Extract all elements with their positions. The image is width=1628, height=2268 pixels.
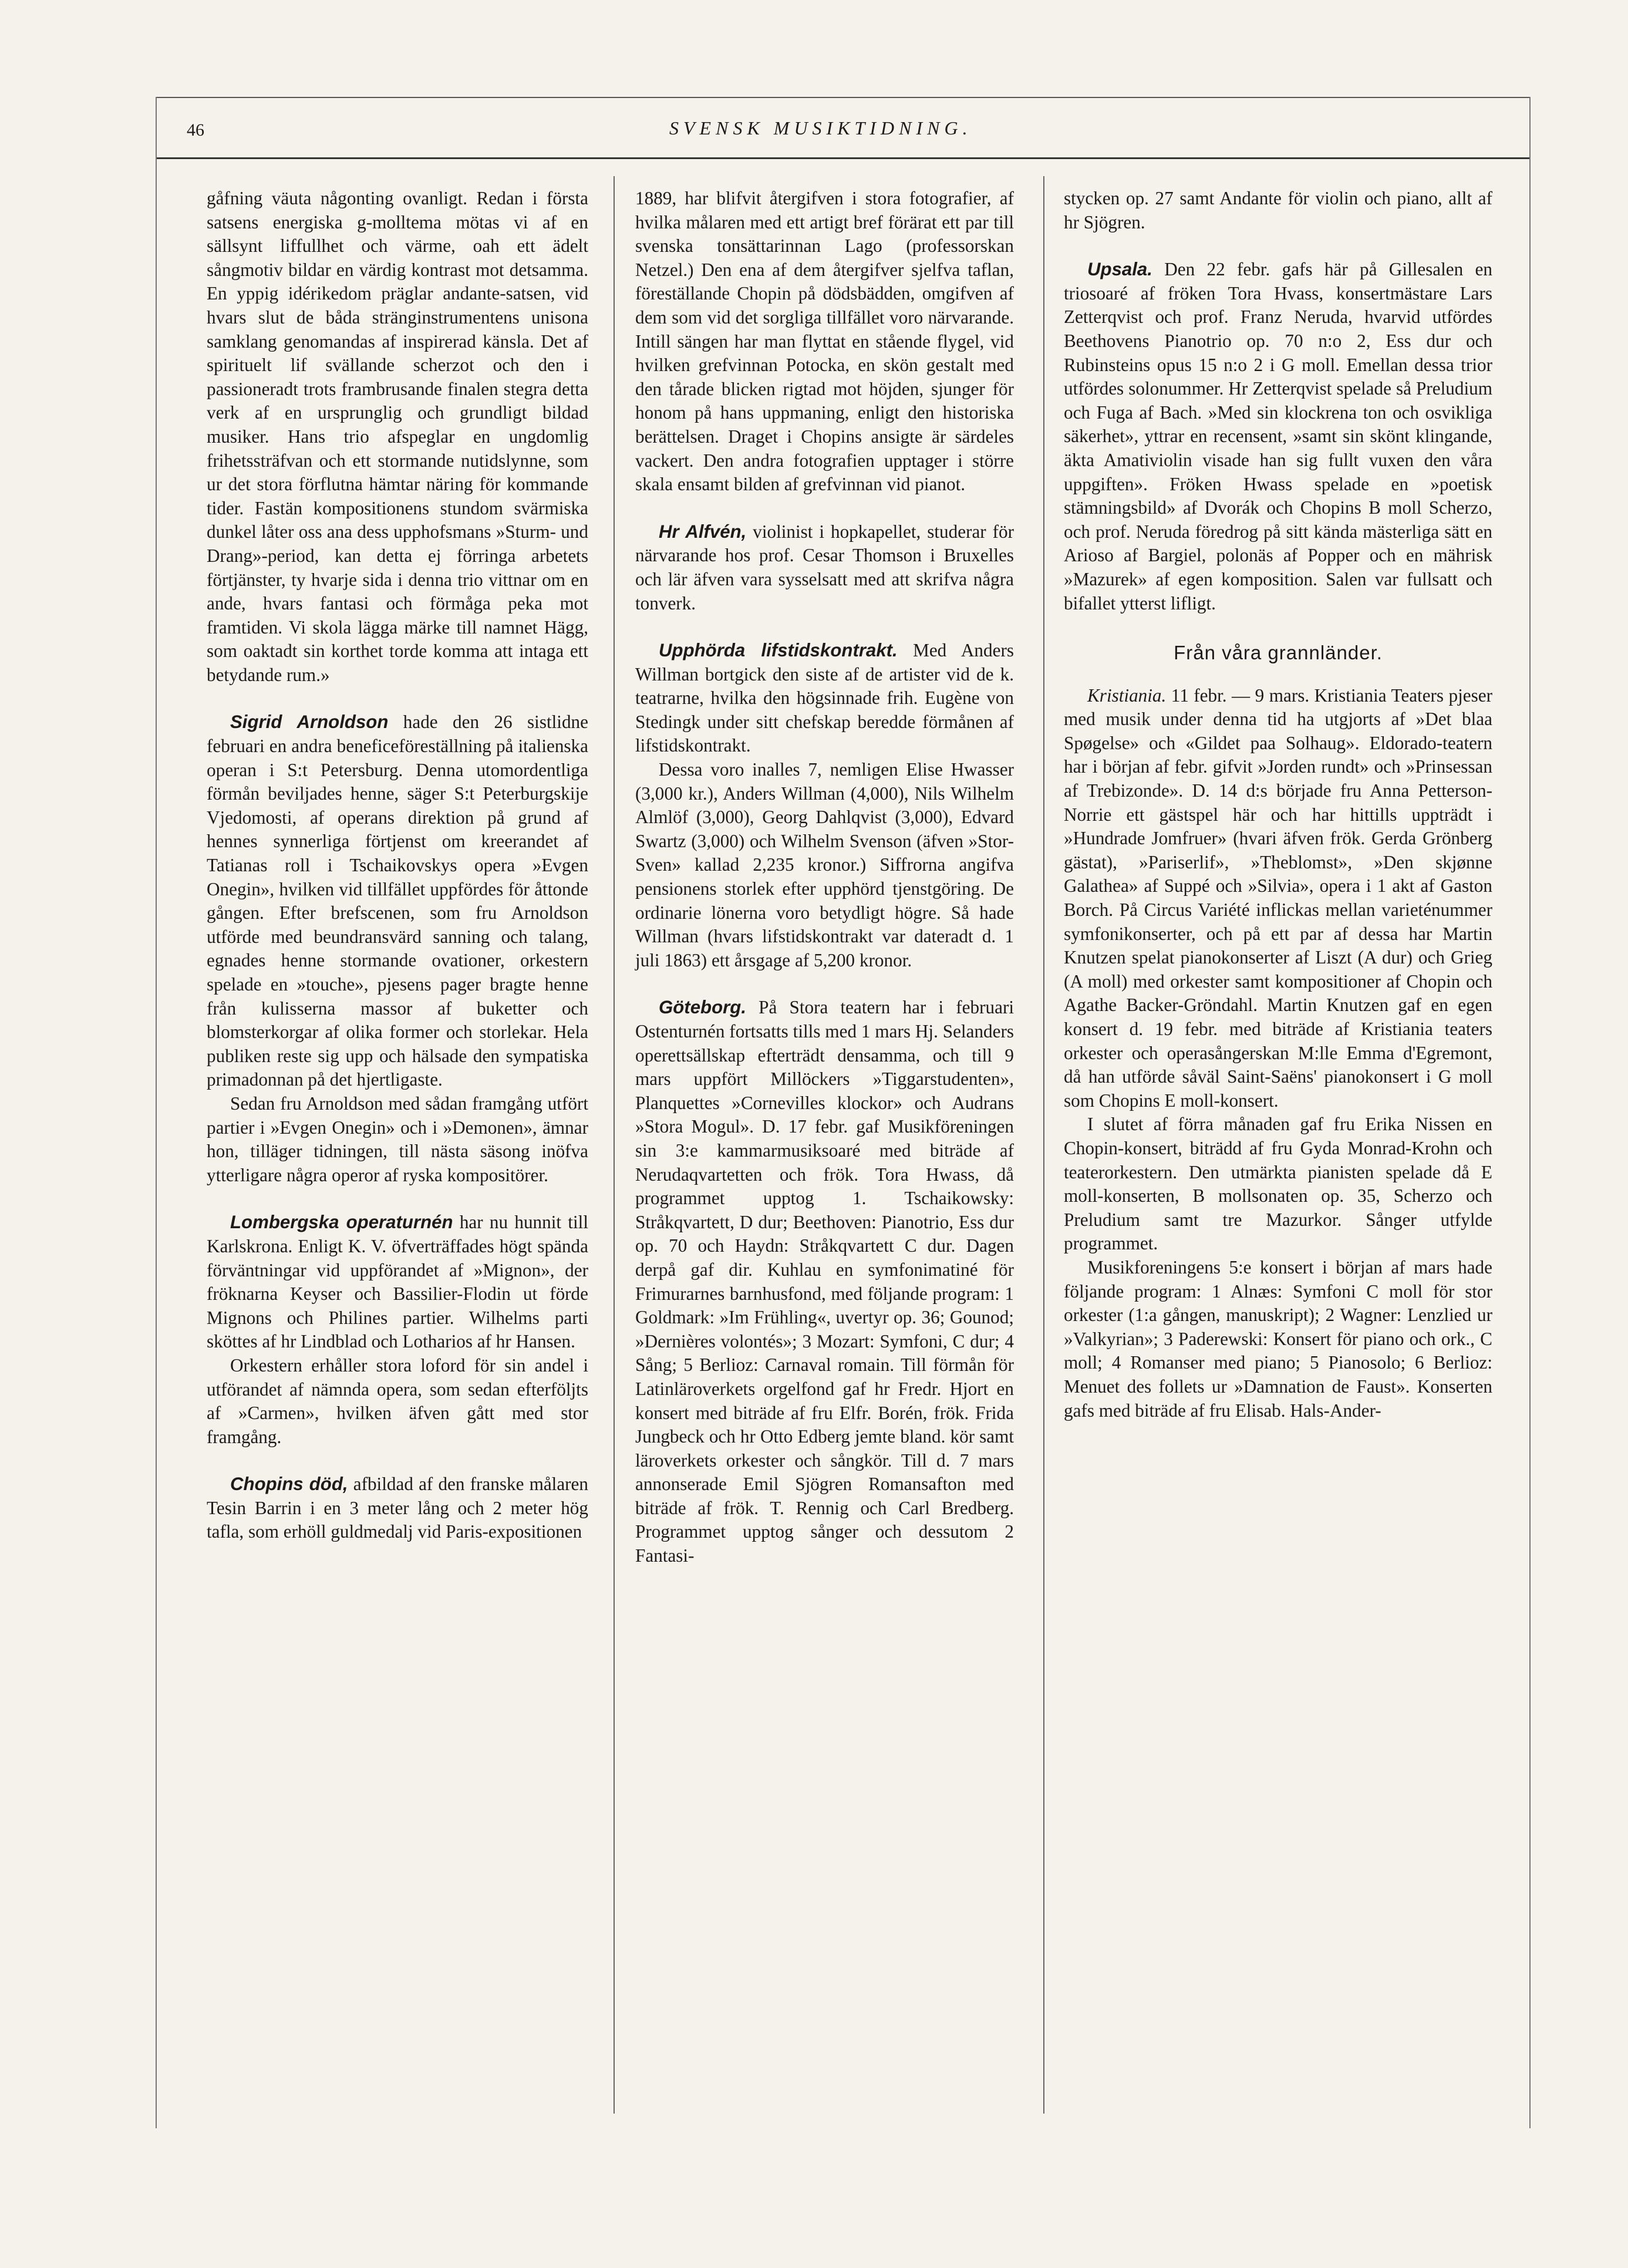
running-head: SVENSK MUSIKTIDNING.	[669, 117, 972, 139]
article-heading: Sigrid Arnoldson	[230, 712, 389, 733]
paragraph	[635, 520, 1014, 615]
paragraph-text: 11 febr. — 9 mars. Kristiania Teaters pjeser med musik under denna tid ha utgjorts af »Det blaa Spøgelse» och «Gildet paa Solhaug». Eldorado-teatern har i början af febr. gifvit »Jorden rundt» och »Prinsessan af Trebizonde». D. 14 d:s började fru Anna Petterson-Norrie ett gästspel här och har hittills uppträdt i »Hundrade Jomfruer» (hvari äfven frök. Gerda Grönberg gästat), »Pariserlif», »Theblomst», »Den skjønne Galathea» af Suppé och »Silvia», opera i 1 akt af Gaston Borch. På Circus Variété inflickas mellan varieténummer symfonikonserter, och på ett par af dessa har Martin Knutzen spelat pianokonserter af Liszt (A dur) och Grieg (A moll) med orkester samt kompositioner af Chopin och Agathe Backer-Gröndahl. Martin Knutzen gaf en egen konsert d. 19 febr. med biträde af Kristiania teaters orkester och operasångerskan M:lle Emma d'Egremont, då han utförde såväl Saint-Saëns' pianokonsert i G moll som Chopins E moll-konsert.	[1064, 685, 1492, 1111]
article-heading: Kristiania.	[1087, 685, 1167, 706]
paragraph	[207, 1211, 588, 1354]
paragraph	[1064, 258, 1492, 615]
right-border	[1529, 97, 1531, 2128]
column-3	[1064, 187, 1492, 1423]
article-heading: Lombergska operaturnén	[230, 1212, 453, 1233]
paragraph: 1889, har blifvit återgifven i stora fotografier, af hvilka målaren med ett artigt bref förärat ett par till svenska tonsättarinnan Lago (professorskan Netzel.) Den ena af dem återgifver sjelfva taflan, föreställande Chopin på dödsbädden, omgifven af dem som vid det sorgliga tillfället voro närvarande. Intill sängen har man flyttat en stående flygel, vid hvilken grefvinnan Potocka, en skön gestalt med den tårade blicken rigtad mot höjden, sjunger för honom på hans uppmaning, enligt den historiska berättelsen. Draget i Chopins ansigte är särdeles vackert. Den andra fotografien upptager i större skala ensamt bilden af grefvinnan vid pianot.	[635, 188, 1014, 495]
paragraph-text: Med Anders Willman bortgick den siste af de artister vid de k. teatrarne, hvilka den högsinnade frih. Eugène von Stedingk under sitt chefskap beredde förmånen af lifstidskontrakt.	[635, 640, 1014, 756]
paragraph	[635, 639, 1014, 758]
paragraph: Sedan fru Arnoldson med sådan framgång utfört partier i »Evgen Onegin» och i »Demonen», ämnar hon, tilläger tidningen, till nästa säsong inöfva ytterligare några operor af ryska kompositörer.	[207, 1093, 588, 1185]
paragraph: gåfning väuta någonting ovanligt. Redan i första satsens energiska g-molltema mötas vi af en sällsynt liffullhet och värme, oah ett ädelt sångmotiv bildar en värdig kontrast mot detsamma. En yppig idérikedom präglar andante-satsen, vid hvars slut de båda stränginstrumentens unisona samklang genomandas af inspirerad känsla. Det af spirituelt lif svällande scherzot och den i passioneradt trots frambrusande finalen stegra detta verk af en ursprunglig och grundligt bildad musiker. Hans trio afspeglar en ungdomlig frihetssträfvan och ett stormande nutidslynne, som ur det stora förflutna hämtar näring för kommande tider. Fastän kompositionens stundom svärmiska dunkel låter oss ana dess upphofsmans »Sturm- und Drang»-period, kan detta ej förringa arbetets förtjänster, ty hvarje sida i denna trio vittnar om en ande, hvars fantasi och förmåga peka mot framtiden. Vi skola lägga märke till namnet Hägg, som oaktadt sin korthet torde komma att intaga ett betydande rum.»	[207, 188, 588, 685]
page-number: 46	[187, 120, 204, 140]
top-rule	[156, 97, 1529, 98]
column-1	[207, 187, 588, 1544]
paragraph	[635, 996, 1014, 1568]
paragraph-text: hade den 26 sistlidne februari en andra beneficeföreställning på italienska operan i S:t Petersburg. Denna utomordentliga förmån beviljades henne, säger S:t Peterburgskije Vjedomosti, af operans direktion på grund af hennes synnerliga förtjenst om kreerandet af Tatianas roll i Tschaikovskys opera »Evgen Onegin», hvilken vid tillfället uppfördes för åttonde gången. Efter brefscenen, som fru Arnoldson utförde med beundransvärd sanning och talang, egnades henne stormande ovationer, orkestern spelade en »touche», pjesens pager bragte henne från kulisserna massor af buketter och blomsterkorgar af olika former och storlekar. Hela publiken reste sig upp och hälsade den sympatiska primadonnan på det hjertligaste.	[207, 712, 588, 1090]
left-border	[156, 97, 157, 2128]
article-heading: Chopins död,	[230, 1474, 348, 1495]
paragraph: Orkestern erhåller stora loford för sin andel i utförandet af nämnda opera, som sedan efterföljts af »Carmen», hvilken äfven gått med stor framgång.	[207, 1354, 588, 1447]
paragraph: Dessa voro inalles 7, nemligen Elise Hwasser (3,000 kr.), Anders Willman (4,000), Nils Wilhelm Almlöf (3,000), Georg Dahlqvist (3,000), Edvard Swartz (3,000) och Wilhelm Svenson (äfven »Stor-Sven» kallad 2,235 kronor.) Siffrorna angifva pensionens storlek efter upphörd tjenstgöring. De ordinarie lönerna voro betydligt högre. Så hade Willman (hvars lifstidskontrakt var dateradt d. 1 juli 1863) ett årsgage af 5,200 kronor.	[635, 759, 1014, 970]
section-heading: Från våra grannländer.	[1174, 642, 1383, 664]
paragraph-text: har nu hunnit till Karlskrona. Enligt K. V. öfverträffades högt spända förväntningar vid uppförandet af »Mignon», der fröknarna Keyser och Bassilier-Flodin ut förde Mignons och Philines partier. Wilhelms parti sköttes af hr Lindblad och Lotharios af hr Hansen.	[207, 1212, 589, 1352]
paragraph: I slutet af förra månaden gaf fru Erika Nissen en Chopin-konsert, biträdd af fru Gyda Monrad-Krohn och teaterorkestern. Den utmärkta pianisten spelade då E moll-konserten, B mollsonaten op. 35, Scherzo och Preludium samt tre Mazurkor. Sånger utfylde programmet.	[1064, 1114, 1492, 1254]
paragraph-text: afbildad af den franske målaren Tesin Barrin i en 3 meter lång och 2 meter hög tafla, som erhöll guldmedalj vid Paris-expositionen	[207, 1474, 588, 1542]
article-heading: Upsala.	[1087, 259, 1152, 280]
paragraph	[207, 1472, 588, 1544]
article-heading: Hr Alfvén,	[659, 521, 747, 542]
column-divider	[614, 176, 615, 2114]
paragraph-text: violinist i hopkapellet, studerar för närvarande hos prof. Cesar Thomson i Bruxelles och lär äfven vara sysselsatt med att skrifva några tonverk.	[635, 521, 1014, 614]
article-heading: Upphörda lifstidskontrakt.	[659, 640, 898, 661]
column-2	[635, 187, 1014, 1568]
paragraph-text: På Stora teatern har i februari Ostenturnén fortsatts tills med 1 mars Hj. Selanders operettsällskap efterträdt densamma, och till 9 mars uppfört Millöckers »Tiggarstudenten», Planquettes »Cornevilles klockor» och Audrans »Stora Mogul». D. 17 febr. gaf Musikföreningen sin 3:e kammarmusiksoaré med biträde af Nerudaqvartetten och frök. Tora Hwass, då programmet upptog 1. Tschaikowsky: Stråkqvartett, D dur; Beethoven: Pianotrio, Ess dur op. 70 och Haydn: Stråkqvartett C dur. Dagen derpå gaf dir. Kuhlau en symfonimatiné för Frimurarnes barnhusfond, med följande program: 1 Goldmark: »Im Frühling«, uvertyr op. 36; Gounod; »Dernières volontés»; 3 Mozart: Symfoni, C dur; 4 Sång; 5 Berlioz: Carnaval romain. Till förmån för Latinläroverkets orgelfond gaf hr Fredr. Hjort en konsert med biträde af fru Elfr. Borén, frök. Frida Jungbeck och hr Otto Edberg jemte bland. kör samt läroverkets orkester och sångkör. Till d. 7 mars annonserade Emil Sjögren Romansafton med biträde af frök. T. Rennig och Carl Bredberg. Programmet upptog sånger och dessutom 2 Fantasi-	[635, 997, 1014, 1566]
header-rule	[156, 157, 1529, 159]
paragraph: stycken op. 27 samt Andante för violin och piano, allt af hr Sjögren.	[1064, 188, 1492, 232]
article-heading: Göteborg.	[659, 997, 746, 1018]
paragraph	[1064, 684, 1492, 1113]
column-divider	[1043, 176, 1044, 2114]
paragraph	[207, 710, 588, 1092]
paragraph-text: Den 22 febr. gafs här på Gillesalen en triosoaré af fröken Tora Hvass, konsertmästare Lars Zetterqvist och prof. Franz Neruda, hvarvid utfördes Beethovens Pianotrio op. 70 n:o 2, Ess dur och Rubinsteins opus 15 n:o 2 i G moll. Emellan dessa trior utfördes solonummer. Hr Zetterqvist spelade så Preludium och Fuga af Bach. »Med sin klockrena ton och osvikliga säkerhet», yttrar en recensent, »samt sin skönt klingande, äkta Amativiolin visade han sig fullt vuxen den våra uppgiften». Fröken Hwass spelade en »poetisk stämningsbild» af Dvorák och Chopins B moll Scherzo, och prof. Neruda föredrog på sitt kända mästerliga sätt en Arioso af Bargiel, polonäs af Popper och en mährisk »Mazurek» af egen komposition. Salen var fullsatt och bifallet ytterst lifligt.	[1064, 259, 1492, 614]
paragraph: Musikforeningens 5:e konsert i början af mars hade följande program: 1 Alnæs: Symfoni C moll för stor orkester (1:a gången, manuskript); 2 Wagner: Lenzlied ur »Valkyrian»; 3 Paderewski: Konsert för piano och ork., C moll; 4 Romanser med piano; 5 Pianosolo; 6 Berlioz: Menuet des follets ur »Damnation de Faust». Konserten gafs med biträde af fru Elisab. Hals-Ander-	[1064, 1256, 1492, 1421]
